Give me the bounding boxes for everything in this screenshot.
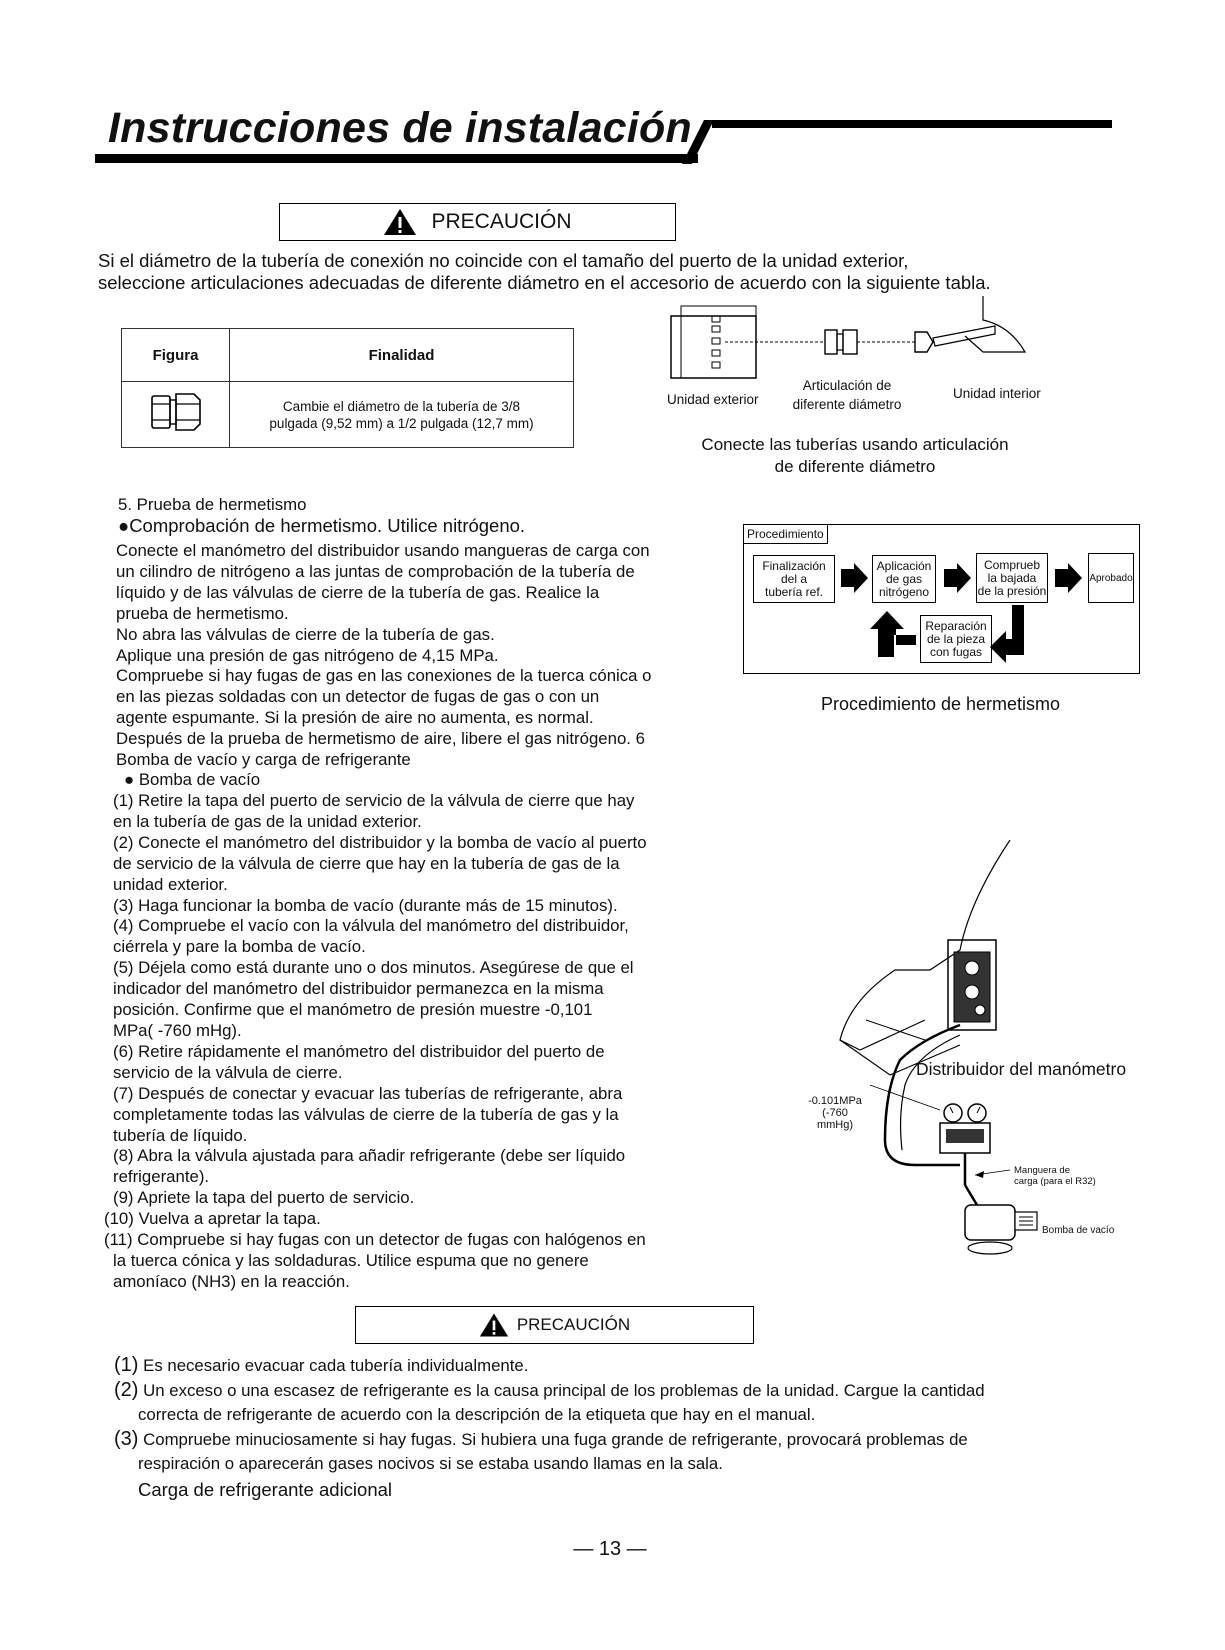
body-line: (10) Vuelva a apretar la tapa. [104, 1209, 321, 1229]
title-slash [682, 118, 714, 164]
body-line: Bomba de vacío y carga de refrigerante [116, 750, 411, 770]
title-rule [712, 120, 1112, 128]
bullet-icon: ● [124, 770, 139, 789]
caution-item-text: Compruebe minuciosamente si hay fugas. Si hubiera una fuga grande de refrigerante, provocará problemas de [143, 1430, 968, 1449]
flow-step-line: del a [780, 571, 808, 586]
table-cell-figure [122, 382, 230, 448]
page-number [560, 1538, 660, 1561]
caution-text-line: Si el diámetro de la tubería de conexión no coincide con el tamaño del puerto de la unidad exterior, [98, 250, 909, 271]
caution-item [114, 1353, 1174, 1378]
caution-label: PRECAUCIÓN [431, 210, 572, 233]
flow-step-line: Finalización [762, 558, 826, 573]
pressure-line: (-760 [822, 1107, 848, 1119]
caution-text-line: seleccione articulaciones adecuadas de diferente diámetro en el accesorio de acuerdo con la siguiente tabla. [98, 272, 991, 293]
table-cell-line: pulgada (9,52 mm) a 1/2 pulgada (12,7 mm) [269, 415, 534, 431]
caution-text [98, 250, 1128, 294]
caution-item-text: Un exceso o una escasez de refrigerante es la causa principal de los problemas de la unidad. Cargue la cantidad [143, 1381, 985, 1400]
body-line: completamente todas las válvulas de cierre de la tubería de gas y la [113, 1104, 619, 1124]
caution-item-number: (1) [114, 1354, 139, 1376]
table-cell-line: Cambie el diámetro de la tubería de 3/8 [282, 398, 521, 414]
procedure-caption: Procedimiento de hermetismo [820, 694, 1061, 714]
body-line: No abra las válvulas de cierre de la tubería de gas. [116, 624, 495, 644]
procedure-flowchart [743, 524, 1140, 674]
vacuum-heading-text: Bomba de vacío [138, 770, 261, 789]
arrow-right-icon [944, 563, 971, 593]
title-underline [95, 154, 698, 163]
caution-list [114, 1353, 1174, 1502]
section-bullet [118, 515, 525, 537]
body-line: (11) Compruebe si hay fugas con un detector de fugas con halógenos en [104, 1230, 646, 1250]
additional-charge-heading: Carga de refrigerante adicional [138, 1479, 393, 1500]
caption-line: Conecte las tuberías usando articulación [701, 435, 1009, 454]
vacuum-pump-label: Bomba de vacío [1042, 1225, 1115, 1236]
arrow-right-icon [841, 563, 868, 593]
flow-step-line: la bajada [987, 570, 1037, 585]
vacuum-pump-diagram [800, 840, 1120, 1260]
section-heading: 5. Prueba de hermetismo [118, 495, 307, 514]
body-line: MPa( -760 mHg). [113, 1020, 242, 1040]
flow-step-line: con fugas [929, 644, 983, 659]
page-dash: — [621, 1538, 647, 1560]
flow-step-line: de la presión [977, 583, 1047, 598]
joint-diagram-caption [660, 434, 1050, 478]
body-line: unidad exterior. [113, 874, 228, 894]
caution-item-number: (2) [114, 1379, 139, 1401]
joint-table [121, 328, 574, 448]
caution-banner [279, 203, 676, 241]
body-line: tubería de líquido. [113, 1125, 248, 1145]
bullet-icon: ● [118, 515, 130, 536]
procedure-header: Procedimiento [744, 525, 828, 544]
body-line: en las piezas soldadas con un detector de fugas de gas o con un [116, 687, 600, 707]
caution-item [114, 1427, 1174, 1476]
hose-line: Manguera de [1014, 1165, 1070, 1176]
body-line: Aplique una presión de gas nitrógeno de 4,15 MPa. [116, 645, 499, 665]
arrow-up-icon [870, 611, 916, 657]
flow-step-line: tubería ref. [764, 584, 824, 599]
arrow-right-icon [1055, 563, 1082, 593]
body-line: ciérrela y pare la bomba de vacío. [113, 937, 366, 957]
joint-label-line: diferente diámetro [792, 397, 902, 412]
pressure-line: mmHg) [816, 1119, 854, 1131]
caution-item-text: respiración o aparecerán gases nocivos si se estaba usando llamas en la sala. [138, 1454, 723, 1473]
vacuum-heading [124, 770, 260, 790]
flow-arrows [744, 525, 1139, 673]
indoor-unit-label: Unidad interior [953, 386, 1041, 401]
pressure-reading-label [800, 1095, 870, 1131]
section-bullet-text: Comprobación de hermetismo. Utilice nitrógeno. [129, 515, 526, 536]
flow-step-line: Aplicación [876, 558, 932, 573]
flow-step-line: nitrógeno [878, 584, 930, 599]
flow-step-line: de la pieza [926, 631, 986, 646]
body-line: (4) Compruebe el vacío con la válvula del manómetro del distribuidor, [113, 916, 629, 936]
body-line: (8) Abra la válvula ajustada para añadir refrigerante (debe ser líquido [113, 1146, 626, 1166]
flow-step-approved: Aprobado [1088, 553, 1134, 603]
caution-label-2: PRECAUCIÓN [516, 1315, 631, 1334]
caution-item-text: correcta de refrigerante de acuerdo con la descripción de la etiqueta que hay en el manual. [138, 1405, 816, 1424]
warning-icon [479, 1312, 509, 1338]
charge-hose-label [1014, 1165, 1096, 1187]
body-line: (6) Retire rápidamente el manómetro del distribuidor del puerto de [113, 1041, 605, 1061]
table-header-figure: Figura [122, 329, 230, 382]
page-title: Instrucciones de instalación [108, 104, 692, 152]
body-line: refrigerante). [113, 1167, 210, 1187]
body-line: (2) Conecte el manómetro del distribuidor y la bomba de vacío al puerto [113, 832, 647, 852]
body-line: un cilindro de nitrógeno a las juntas de comprobación de la tubería de [116, 561, 635, 581]
body-line: (7) Después de conectar y evacuar las tuberías de refrigerante, abra [113, 1083, 623, 1103]
hose-line: carga (para el R32) [1014, 1176, 1096, 1187]
caution-banner-2 [355, 1306, 754, 1344]
joint-label-line: Articulación de [802, 378, 892, 393]
arrow-return-icon [990, 605, 1024, 663]
flow-step-line: Comprueb [983, 557, 1041, 572]
body-line: indicador del manómetro del distribuidor permanezca en la misma [113, 979, 604, 999]
body-line: Compruebe si hay fugas de gas en las conexiones de la tuerca cónica o [116, 666, 652, 686]
caption-line: de diferente diámetro [774, 457, 936, 476]
flow-step-line: Reparación [925, 618, 987, 633]
body-line: (3) Haga funcionar la bomba de vacío (durante más de 15 minutos). [113, 895, 618, 915]
body-line: Conecte el manómetro del distribuidor usando mangueras de carga con [116, 541, 650, 560]
body-line: amoníaco (NH3) en la reacción. [113, 1271, 350, 1291]
caution-item [114, 1378, 1174, 1427]
joint-label [782, 376, 912, 414]
table-cell-purpose [230, 382, 574, 448]
body-line: (1) Retire la tapa del puerto de servicio de la válvula de cierre que hay [113, 791, 635, 810]
vacuum-steps [104, 791, 647, 1293]
warning-icon [383, 208, 417, 236]
joint-connection-diagram [665, 296, 1045, 386]
reducer-joint-icon [150, 390, 202, 434]
body-line: posición. Confirme que el manómetro de presión muestre -0,101 [113, 1000, 593, 1020]
body-line: (5) Déjela como está durante uno o dos minutos. Asegúrese de que el [113, 958, 634, 978]
body-line: servicio de la válvula de cierre. [113, 1062, 343, 1082]
table-header-purpose: Finalidad [230, 329, 574, 382]
body-line: Después de la prueba de hermetismo de aire, libere el gas nitrógeno. 6 [116, 729, 645, 749]
body-line: líquido y de las válvulas de cierre de la tubería de gas. Realice la [116, 582, 600, 602]
section5-body [116, 541, 651, 771]
body-line: prueba de hermetismo. [116, 603, 289, 623]
page-number-value: 13 [598, 1538, 622, 1560]
outdoor-unit-label: Unidad exterior [667, 392, 759, 407]
manifold-gauge-label: Distribuidor del manómetro [916, 1059, 1127, 1079]
body-line: en la tubería de gas de la unidad exterior. [113, 811, 422, 831]
body-line: agente espumante. Si la presión de aire no aumenta, es normal. [116, 708, 594, 728]
caution-item-text: Es necesario evacuar cada tubería individualmente. [143, 1356, 529, 1375]
pressure-line: -0.101MPa [808, 1095, 862, 1107]
body-line: la tuerca cónica y las soldaduras. Utilice espuma que no genere [113, 1250, 589, 1270]
body-line: (9) Apriete la tapa del puerto de servicio. [113, 1188, 415, 1208]
page-dash: — [573, 1538, 599, 1560]
flow-step-line: de gas [885, 571, 923, 586]
body-line: de servicio de la válvula de cierre que hay en la tubería de gas de la [113, 853, 620, 873]
caution-item-number: (3) [114, 1428, 139, 1450]
